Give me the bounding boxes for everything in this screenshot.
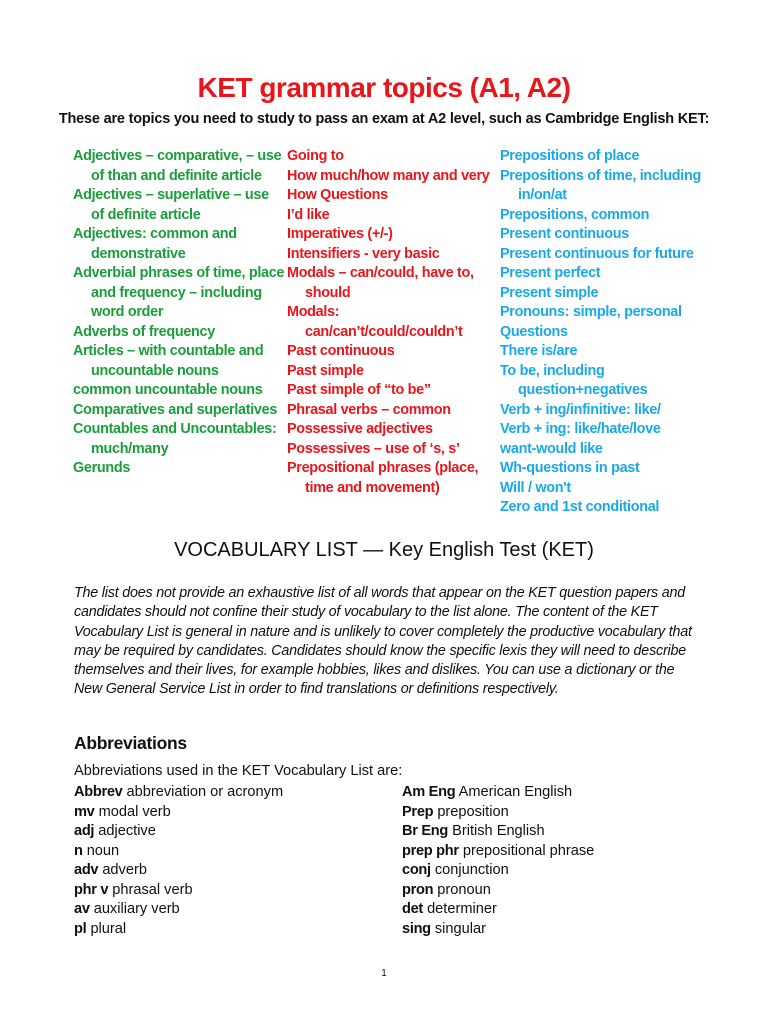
grammar-topic-item: I’d like — [287, 206, 330, 223]
abbreviation-term: adv — [74, 862, 99, 878]
grammar-topic-item: Adjectives – comparative, – use of than and definite article — [73, 148, 282, 184]
abbreviation-meaning: American English — [458, 784, 573, 800]
abbreviation-term: adj — [74, 823, 95, 839]
abbreviation-meaning: plural — [90, 920, 127, 937]
abbreviation-term: conj — [402, 862, 431, 878]
abbreviation-term: pl — [74, 920, 87, 937]
abbreviation-meaning: abbreviation or acronym — [126, 784, 284, 800]
grammar-topic-item: Countables and Uncountables: much/many — [73, 421, 277, 457]
page-number: 1 — [381, 968, 387, 979]
abbreviation-item — [402, 842, 722, 862]
grammar-topic-item: Possessives – use of ‘s, s’ — [287, 440, 460, 457]
grammar-topic-item: Zero and 1st conditional — [500, 499, 660, 515]
abbreviation-term: Br Eng — [402, 823, 449, 839]
abbreviation-term: phr v — [74, 881, 109, 898]
abbreviation-term: det — [402, 901, 423, 917]
grammar-topic-item: Past continuous — [287, 343, 395, 359]
grammar-topic-item: Verb + ing/infinitive: like/ — [500, 401, 661, 418]
abbreviation-item — [402, 822, 722, 842]
grammar-column-prepositions — [500, 147, 730, 518]
grammar-topic-item: Adjectives: common and demonstrative — [73, 226, 237, 262]
grammar-topic-item: How Questions — [287, 187, 388, 203]
page-subtitle: These are topics you need to study to pass an exam at A2 level, such as Cambridge English KET: — [58, 111, 710, 127]
grammar-topic-item: Wh-questions in past — [500, 460, 640, 476]
grammar-topic-item: Going to — [287, 148, 344, 164]
grammar-topic-item: Prepositions, common — [500, 206, 650, 223]
grammar-topic-item: Adjectives – superlative – use of definite article — [73, 187, 269, 223]
grammar-topic-item: Past simple of “to be” — [287, 382, 431, 398]
abbreviation-item — [402, 881, 722, 901]
abbreviations-intro: Abbreviations used in the KET Vocabulary List are: — [74, 763, 403, 779]
grammar-topic-item: common uncountable nouns — [73, 382, 263, 398]
grammar-topic-item: Present continuous for future — [500, 245, 694, 262]
grammar-topic-item: Modals: can/can’t/could/couldn’t — [287, 304, 463, 340]
grammar-topic-item: Phrasal verbs – common — [287, 401, 451, 418]
abbreviation-meaning: modal verb — [98, 803, 171, 820]
grammar-topic-item: Imperatives (+/-) — [287, 226, 393, 242]
abbreviation-term: prep phr — [402, 842, 459, 859]
grammar-topic-item: Prepositional phrases (place, time and movement) — [287, 460, 479, 496]
abbreviation-item — [74, 900, 374, 920]
page-title: KET grammar topics (A1, A2) — [197, 72, 571, 103]
abbreviation-term: pron — [402, 881, 434, 898]
grammar-topic-item: Questions — [500, 323, 568, 340]
abbreviation-meaning: British English — [452, 823, 545, 839]
abbreviations-list-left — [74, 783, 374, 939]
grammar-topic-item: want-would like — [500, 440, 603, 457]
abbreviation-item — [402, 803, 722, 823]
grammar-topic-item: Present perfect — [500, 265, 601, 281]
grammar-topic-item: Prepositions of place — [500, 148, 640, 164]
grammar-topic-item: Present continuous — [500, 226, 629, 242]
abbreviation-meaning: noun — [86, 842, 120, 859]
grammar-topic-item: How much/how many and very — [287, 167, 490, 184]
abbreviation-meaning: auxiliary verb — [93, 901, 180, 917]
abbreviations-list-right — [402, 783, 722, 939]
abbreviation-meaning: preposition — [437, 803, 509, 820]
abbreviation-item — [74, 920, 374, 940]
grammar-topic-item: Verb + ing: like/hate/love — [500, 421, 661, 437]
abbreviation-item — [74, 881, 374, 901]
grammar-topic-item: Pronouns: simple, personal — [500, 304, 682, 320]
abbreviation-meaning: determiner — [427, 901, 497, 917]
grammar-column-verbs — [287, 147, 497, 498]
abbreviation-meaning: singular — [434, 920, 486, 937]
grammar-topic-item: Comparatives and superlatives — [73, 401, 278, 418]
grammar-topic-item: Gerunds — [73, 460, 131, 476]
abbreviation-meaning: adjective — [98, 823, 156, 839]
abbreviation-item — [74, 861, 374, 881]
grammar-topic-item: Will / won't — [500, 479, 571, 496]
grammar-topic-item: Articles – with countable and uncountable nouns — [73, 343, 264, 379]
abbreviation-item — [74, 803, 374, 823]
grammar-topic-item: Prepositions of time, including in/on/at — [500, 167, 701, 203]
abbreviation-term: Prep — [402, 803, 434, 820]
abbreviation-item — [402, 861, 722, 881]
grammar-topic-item: To be, including question+negatives — [500, 362, 648, 398]
abbreviation-item — [74, 783, 374, 803]
abbreviation-term: sing — [402, 920, 431, 937]
grammar-topic-item: Possessive adjectives — [287, 421, 433, 437]
grammar-topic-item: Adverbs of frequency — [73, 323, 215, 340]
abbreviation-item — [402, 920, 722, 940]
abbreviation-term: Abbrev — [74, 784, 123, 800]
abbreviation-term: Am Eng — [402, 784, 456, 800]
vocabulary-heading: VOCABULARY LIST — Key English Test (KET) — [174, 539, 594, 561]
abbreviation-item — [74, 842, 374, 862]
grammar-topic-item: Adverbial phrases of time, place and frequency – including word order — [73, 265, 285, 320]
abbreviation-meaning: adverb — [102, 862, 147, 878]
abbreviation-meaning: prepositional phrase — [462, 842, 595, 859]
abbreviation-meaning: phrasal verb — [112, 881, 193, 898]
grammar-topic-item: Modals – can/could, have to, should — [287, 265, 474, 301]
vocabulary-intro: The list does not provide an exhaustive list of all words that appear on the KET question papers and candidates should not confine their study of vocabulary to the list alone. The content of the KET Vocabulary List is general in nature and is unlikely to cover completely the productive vocabulary that may be required by candidates. Candidates should know the specific lexis they will need to describe themselves and their lives, for example hobbies, likes and dislikes. You can use a dictionary or the New General Service List in order to find translations or definitions respectively. — [74, 585, 692, 698]
abbreviation-term: av — [74, 901, 90, 917]
abbreviation-item — [402, 900, 722, 920]
grammar-column-adjectives — [73, 147, 285, 479]
abbreviation-item — [402, 783, 722, 803]
abbreviation-meaning: conjunction — [434, 862, 509, 878]
grammar-topic-item: Intensifiers - very basic — [287, 245, 440, 262]
abbreviations-heading: Abbreviations — [74, 733, 187, 753]
abbreviation-term: mv — [74, 803, 95, 820]
grammar-topic-item: Present simple — [500, 284, 599, 301]
abbreviation-item — [74, 822, 374, 842]
abbreviation-meaning: pronoun — [437, 881, 491, 898]
grammar-topic-item: Past simple — [287, 362, 364, 379]
abbreviation-term: n — [74, 842, 83, 859]
grammar-topic-item: There is/are — [500, 343, 578, 359]
